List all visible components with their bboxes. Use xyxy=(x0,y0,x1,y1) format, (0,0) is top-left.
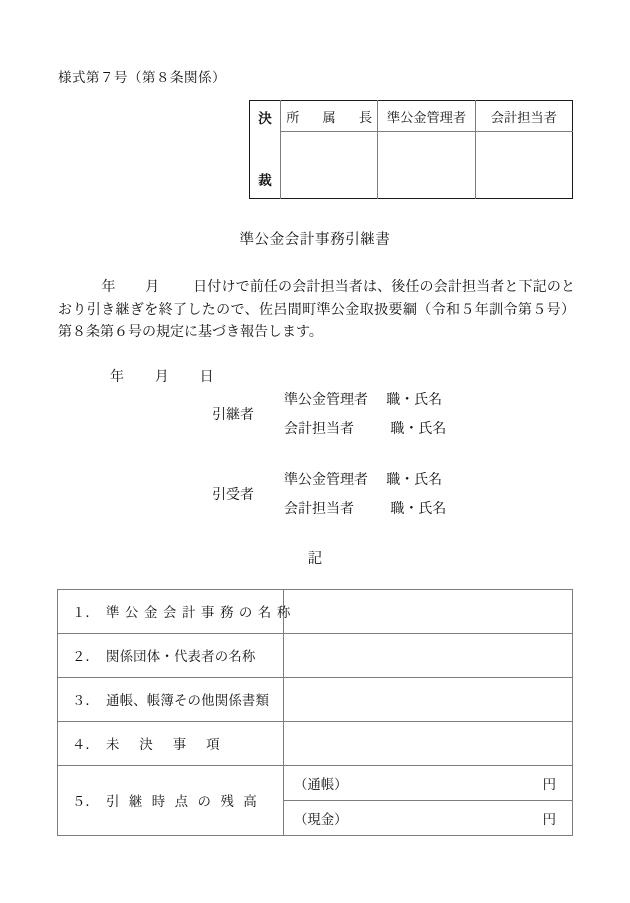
body-paragraph xyxy=(58,277,575,345)
page-title: 準公金会計事務引継書 xyxy=(239,232,391,248)
item-value-2[interactable] xyxy=(284,634,573,678)
balance-cash-unit: 円 xyxy=(542,811,556,827)
signature-line-transferee-accountant xyxy=(284,498,446,518)
paragraph-year-label: 年 xyxy=(101,280,116,295)
paragraph-month-label: 月 xyxy=(145,280,160,295)
approval-stamp-chief[interactable] xyxy=(281,132,378,199)
signature-block-transferee xyxy=(212,469,446,518)
approval-side-label-bottom: 裁 xyxy=(258,172,272,188)
balance-passbook-row[interactable] xyxy=(284,766,573,801)
signature-value-transferor-manager[interactable]: 職・氏名 xyxy=(386,393,443,408)
approval-stamp-manager[interactable] xyxy=(378,132,475,199)
signature-value-transferee-accountant[interactable]: 職・氏名 xyxy=(390,502,447,517)
paragraph-text: 日付けで前任の会計担当者は、後任の会計担当者と下記のとおり引き継ぎを終了したので、佐呂間町準公金取扱要綱（令和５年訓令第５号）第８条第６号の規定に基づき報告します。 xyxy=(58,280,576,341)
signature-title-transferor-accountant: 会計担当者 xyxy=(284,422,354,437)
approval-table xyxy=(249,100,573,199)
item-number-5: ５． xyxy=(72,794,99,809)
approval-header-manager: 準公金管理者 xyxy=(378,101,475,132)
form-number: 様式第７号（第８条関係） xyxy=(58,70,226,85)
signature-line-transferor-manager xyxy=(284,389,446,409)
approval-header-accountant: 会計担当者 xyxy=(475,101,572,132)
signature-title-transferor-manager: 準公金管理者 xyxy=(284,393,368,408)
signature-title-transferee-accountant: 会計担当者 xyxy=(284,502,354,517)
approval-side-label-top: 決 xyxy=(258,110,272,126)
item-value-4[interactable] xyxy=(284,722,573,766)
item-text-3: 通帳、帳簿その他関係書類 xyxy=(106,693,270,708)
item-text-1: 準公金会計事務の名称 xyxy=(106,605,296,620)
signature-title-transferee-manager: 準公金管理者 xyxy=(284,473,368,488)
items-table xyxy=(57,589,573,836)
balance-passbook-unit: 円 xyxy=(542,776,556,792)
item-value-3[interactable] xyxy=(284,678,573,722)
item-number-4: ４． xyxy=(72,737,99,752)
approval-header-chief: 所 属 長 xyxy=(281,101,378,132)
item-label-5 xyxy=(58,766,284,836)
item-text-5: 引継時点の残高 xyxy=(106,794,267,809)
item-number-3: ３． xyxy=(72,693,99,708)
signature-role-transferor: 引継者 xyxy=(212,407,254,423)
signature-value-transferor-accountant[interactable]: 職・氏名 xyxy=(390,422,447,437)
signature-value-transferee-manager[interactable]: 職・氏名 xyxy=(386,473,443,488)
item-value-1[interactable] xyxy=(284,590,573,634)
approval-stamp-accountant[interactable] xyxy=(475,132,572,199)
item-label-3 xyxy=(58,678,284,722)
signature-line-transferee-manager xyxy=(284,469,446,489)
balance-cash-label: （現金） xyxy=(294,811,348,827)
ki-marker: 記 xyxy=(307,551,323,567)
approval-stamp-row xyxy=(250,132,573,199)
table-row xyxy=(58,634,573,678)
item-number-1: １． xyxy=(72,605,99,620)
date-day-label: 日 xyxy=(199,370,214,385)
item-label-4 xyxy=(58,722,284,766)
date-month-label: 月 xyxy=(154,370,169,385)
approval-side-label xyxy=(250,101,281,199)
balance-passbook-label: （通帳） xyxy=(294,776,348,792)
balance-cash-row[interactable] xyxy=(284,801,573,836)
signature-role-transferee: 引受者 xyxy=(212,487,254,503)
item-text-4: 未決事項 xyxy=(106,737,240,752)
item-text-2: 関係団体・代表者の名称 xyxy=(106,649,256,664)
table-row xyxy=(58,590,573,634)
date-line xyxy=(110,366,214,386)
table-row xyxy=(58,722,573,766)
item-label-1 xyxy=(58,590,296,634)
table-row xyxy=(58,678,573,722)
table-row xyxy=(58,766,573,801)
approval-header-row xyxy=(250,101,573,132)
item-number-2: ２． xyxy=(72,649,99,664)
item-label-2 xyxy=(58,634,284,678)
date-year-label: 年 xyxy=(110,370,124,385)
signature-block-transferor xyxy=(212,389,446,438)
signature-line-transferor-accountant xyxy=(284,418,446,438)
